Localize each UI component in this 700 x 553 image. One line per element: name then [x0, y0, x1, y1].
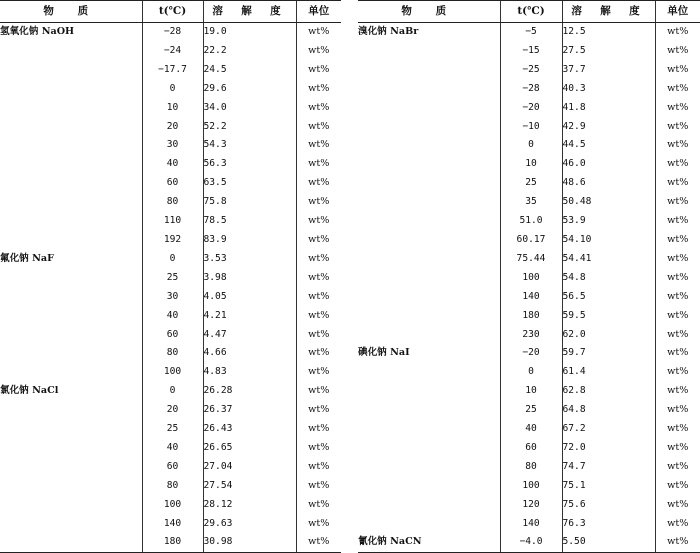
solubility-cell: 54.8 [562, 269, 655, 288]
temperature-cell: 110 [142, 212, 203, 231]
unit-cell: wt% [655, 193, 700, 212]
substance-cell [358, 401, 500, 420]
substance-cell: 氯化钠 NaCl [0, 385, 59, 397]
temperature-cell: 180 [500, 307, 562, 326]
unit-cell: wt% [296, 533, 341, 552]
unit-cell: wt% [655, 136, 700, 155]
temperature-cell: −10 [500, 118, 562, 137]
table-row [0, 344, 341, 363]
substance-cell: 氢氧化钠 NaOH [0, 26, 75, 37]
substance-cell [358, 307, 500, 326]
table-row [0, 515, 341, 534]
unit-cell: wt% [655, 174, 700, 193]
unit-cell: wt% [655, 477, 700, 496]
table-row [358, 42, 700, 61]
temperature-cell: 140 [500, 515, 562, 534]
table-row [0, 155, 341, 174]
unit-cell: wt% [296, 326, 341, 345]
header-substance: 物 质 [0, 1, 142, 23]
temperature-cell: 20 [142, 118, 203, 137]
table-row [0, 42, 341, 61]
substance-cell [0, 439, 142, 458]
solubility-table-left [0, 0, 341, 553]
substance-cell [358, 382, 500, 401]
unit-cell: wt% [655, 515, 700, 534]
unit-cell: wt% [655, 401, 700, 420]
solubility-cell: 34.0 [203, 99, 296, 118]
unit-cell: wt% [655, 61, 700, 80]
temperature-cell: 30 [142, 136, 203, 155]
solubility-cell: 64.8 [562, 401, 655, 420]
temperature-cell: 80 [142, 193, 203, 212]
temperature-cell: 140 [142, 515, 203, 534]
table-row [358, 118, 700, 137]
substance-cell: 溴化钠 NaBr [358, 26, 419, 37]
temperature-cell: 0 [500, 363, 562, 382]
table-row [358, 363, 700, 382]
substance-cell [0, 136, 142, 155]
substance-cell [0, 533, 142, 552]
unit-cell: wt% [296, 61, 341, 80]
substance-cell [0, 326, 142, 345]
temperature-cell: 100 [500, 269, 562, 288]
unit-cell: wt% [655, 231, 700, 250]
substance-cell [358, 326, 500, 345]
solubility-cell: 74.7 [562, 458, 655, 477]
table-row [0, 269, 341, 288]
temperature-cell: 40 [142, 307, 203, 326]
unit-cell: wt% [296, 174, 341, 193]
temperature-cell: 180 [142, 533, 203, 552]
solubility-cell: 27.54 [203, 477, 296, 496]
substance-cell [0, 458, 142, 477]
table-row [0, 496, 341, 515]
unit-cell: wt% [655, 288, 700, 307]
table-row [358, 288, 700, 307]
solubility-cell: 67.2 [562, 420, 655, 439]
unit-cell: wt% [296, 344, 341, 363]
solubility-cell: 4.47 [203, 326, 296, 345]
substance-cell [0, 288, 142, 307]
solubility-cell: 29.6 [203, 80, 296, 99]
solubility-cell: 78.5 [203, 212, 296, 231]
temperature-cell: 25 [142, 420, 203, 439]
substance-cell [0, 212, 142, 231]
substance-cell [0, 401, 142, 420]
temperature-cell: 0 [142, 80, 203, 99]
substance-cell [358, 231, 500, 250]
temperature-cell: −20 [500, 99, 562, 118]
solubility-cell: 12.5 [562, 23, 655, 42]
substance-cell [0, 307, 142, 326]
solubility-table-right [358, 0, 700, 553]
temperature-cell: 0 [142, 250, 203, 269]
solubility-cell: 4.83 [203, 363, 296, 382]
header-unit: 单位 [296, 1, 341, 23]
substance-cell [0, 231, 142, 250]
solubility-cell: 76.3 [562, 515, 655, 534]
substance-cell [358, 136, 500, 155]
table-row [0, 288, 341, 307]
unit-cell: wt% [296, 250, 341, 269]
temperature-cell: 140 [500, 288, 562, 307]
solubility-cell: 3.98 [203, 269, 296, 288]
solubility-cell: 27.04 [203, 458, 296, 477]
temperature-cell: −28 [142, 23, 203, 42]
substance-cell [0, 42, 142, 61]
temperature-cell: 100 [500, 477, 562, 496]
unit-cell: wt% [655, 80, 700, 99]
table-row [0, 23, 341, 42]
table-row [358, 23, 700, 42]
solubility-cell: 53.9 [562, 212, 655, 231]
unit-cell: wt% [655, 23, 700, 42]
table-row [0, 533, 341, 552]
header-row [358, 1, 700, 23]
solubility-cell: 4.21 [203, 307, 296, 326]
table-row [0, 193, 341, 212]
substance-cell [0, 515, 142, 534]
unit-cell: wt% [296, 212, 341, 231]
table-row [358, 401, 700, 420]
table-row [358, 307, 700, 326]
temperature-cell: 0 [142, 382, 203, 401]
substance-cell [0, 61, 142, 80]
temperature-cell: −25 [500, 61, 562, 80]
temperature-cell: 35 [500, 193, 562, 212]
substance-cell [358, 80, 500, 99]
table-row [0, 326, 341, 345]
solubility-cell: 26.28 [203, 382, 296, 401]
temperature-cell: 75.44 [500, 250, 562, 269]
substance-cell [358, 288, 500, 307]
unit-cell: wt% [296, 288, 341, 307]
solubility-cell: 52.2 [203, 118, 296, 137]
solubility-cell: 54.41 [562, 250, 655, 269]
unit-cell: wt% [296, 155, 341, 174]
substance-cell [358, 118, 500, 137]
substance-cell: 氟化钠 NaF [0, 252, 54, 264]
unit-cell: wt% [296, 458, 341, 477]
table-row [358, 99, 700, 118]
temperature-cell: 60 [500, 439, 562, 458]
unit-cell: wt% [296, 99, 341, 118]
solubility-cell: 56.5 [562, 288, 655, 307]
substance-cell [358, 269, 500, 288]
temperature-cell: 120 [500, 496, 562, 515]
table-row [358, 269, 700, 288]
unit-cell: wt% [296, 23, 341, 42]
temperature-cell: −20 [500, 344, 562, 363]
solubility-cell: 46.0 [562, 155, 655, 174]
solubility-cell: 72.0 [562, 439, 655, 458]
table-row [358, 174, 700, 193]
substance-cell [0, 496, 142, 515]
solubility-cell: 59.7 [562, 344, 655, 363]
temperature-cell: 10 [500, 155, 562, 174]
temperature-cell: −15 [500, 42, 562, 61]
unit-cell: wt% [296, 118, 341, 137]
solubility-cell: 27.5 [562, 42, 655, 61]
solubility-cell: 42.9 [562, 118, 655, 137]
substance-cell [358, 420, 500, 439]
header-unit: 单位 [655, 1, 700, 23]
table-row [358, 420, 700, 439]
unit-cell: wt% [655, 212, 700, 231]
solubility-cell: 63.5 [203, 174, 296, 193]
solubility-cell: 19.0 [203, 23, 296, 42]
solubility-cell: 40.3 [562, 80, 655, 99]
temperature-cell: 60.17 [500, 231, 562, 250]
table-row [0, 307, 341, 326]
table-row [0, 61, 341, 80]
solubility-cell: 75.1 [562, 477, 655, 496]
unit-cell: wt% [296, 231, 341, 250]
table-row [0, 80, 341, 99]
temperature-cell: 10 [142, 99, 203, 118]
substance-cell [358, 155, 500, 174]
temperature-cell: 51.0 [500, 212, 562, 231]
temperature-cell: 230 [500, 326, 562, 345]
table-body-left [0, 23, 341, 553]
unit-cell: wt% [296, 80, 341, 99]
solubility-cell: 29.63 [203, 515, 296, 534]
solubility-cell: 4.66 [203, 344, 296, 363]
temperature-cell: 60 [142, 326, 203, 345]
table-row [0, 174, 341, 193]
temperature-cell: 100 [142, 496, 203, 515]
substance-cell [358, 363, 500, 382]
table-row [358, 212, 700, 231]
solubility-cell: 37.7 [562, 61, 655, 80]
substance-cell [0, 99, 142, 118]
temperature-cell: 192 [142, 231, 203, 250]
table-row [358, 458, 700, 477]
solubility-cell: 22.2 [203, 42, 296, 61]
substance-cell [358, 458, 500, 477]
table-row [0, 420, 341, 439]
header-temperature: t(℃) [142, 1, 203, 23]
solubility-cell: 62.0 [562, 326, 655, 345]
substance-cell [358, 174, 500, 193]
column-gutter [341, 0, 358, 480]
solubility-cell: 75.8 [203, 193, 296, 212]
solubility-cell: 75.6 [562, 496, 655, 515]
table-row [358, 382, 700, 401]
substance-cell [358, 496, 500, 515]
temperature-cell: 100 [142, 363, 203, 382]
temperature-cell: 0 [500, 136, 562, 155]
table-row [0, 136, 341, 155]
substance-cell [0, 344, 142, 363]
unit-cell: wt% [296, 420, 341, 439]
table-row [358, 344, 700, 363]
solubility-cell: 26.43 [203, 420, 296, 439]
temperature-cell: 30 [142, 288, 203, 307]
temperature-cell: 80 [142, 477, 203, 496]
unit-cell: wt% [296, 401, 341, 420]
unit-cell: wt% [296, 439, 341, 458]
substance-cell [0, 155, 142, 174]
solubility-cell: 4.05 [203, 288, 296, 307]
temperature-cell: 40 [142, 155, 203, 174]
header-row [0, 1, 341, 23]
table-row [358, 496, 700, 515]
substance-cell [0, 193, 142, 212]
unit-cell: wt% [655, 533, 700, 552]
temperature-cell: −17.7 [142, 61, 203, 80]
unit-cell: wt% [655, 382, 700, 401]
unit-cell: wt% [296, 363, 341, 382]
table-row [358, 439, 700, 458]
substance-cell: 碘化钠 NaI [358, 347, 410, 359]
temperature-cell: −4.0 [500, 533, 562, 552]
solubility-cell: 26.65 [203, 439, 296, 458]
solubility-cell: 44.5 [562, 136, 655, 155]
table-row [0, 212, 341, 231]
table-row [358, 533, 700, 552]
table-row [0, 363, 341, 382]
solubility-cell: 30.98 [203, 533, 296, 552]
header-solubility: 溶 解 度 [203, 1, 296, 23]
solubility-cell: 62.8 [562, 382, 655, 401]
table-row [0, 231, 341, 250]
solubility-cell: 54.3 [203, 136, 296, 155]
unit-cell: wt% [655, 42, 700, 61]
unit-cell: wt% [655, 155, 700, 174]
temperature-cell: 60 [142, 458, 203, 477]
substance-cell [0, 118, 142, 137]
substance-cell [358, 42, 500, 61]
solubility-cell: 3.53 [203, 250, 296, 269]
unit-cell: wt% [655, 363, 700, 382]
unit-cell: wt% [296, 382, 341, 401]
temperature-cell: 10 [500, 382, 562, 401]
header-temperature: t(℃) [500, 1, 562, 23]
substance-cell [358, 515, 500, 534]
solubility-cell: 48.6 [562, 174, 655, 193]
unit-cell: wt% [655, 250, 700, 269]
header-solubility: 溶 解 度 [562, 1, 655, 23]
unit-cell: wt% [655, 307, 700, 326]
solubility-cell: 61.4 [562, 363, 655, 382]
substance-cell [0, 174, 142, 193]
solubility-cell: 28.12 [203, 496, 296, 515]
unit-cell: wt% [655, 439, 700, 458]
unit-cell: wt% [655, 458, 700, 477]
unit-cell: wt% [655, 99, 700, 118]
temperature-cell: 40 [500, 420, 562, 439]
table-row [0, 439, 341, 458]
table-row [0, 458, 341, 477]
table-row [358, 61, 700, 80]
unit-cell: wt% [655, 344, 700, 363]
temperature-cell: −24 [142, 42, 203, 61]
table-row [0, 401, 341, 420]
solubility-cell: 24.5 [203, 61, 296, 80]
substance-cell [0, 420, 142, 439]
substance-cell [358, 212, 500, 231]
table-row [358, 326, 700, 345]
table-row [358, 250, 700, 269]
solubility-cell: 5.50 [562, 533, 655, 552]
table-row [358, 155, 700, 174]
table-row [358, 80, 700, 99]
substance-cell [358, 61, 500, 80]
solubility-cell: 54.10 [562, 231, 655, 250]
substance-cell [0, 363, 142, 382]
table-row [0, 250, 341, 269]
unit-cell: wt% [296, 193, 341, 212]
temperature-cell: 60 [142, 174, 203, 193]
header-substance: 物 质 [358, 1, 500, 23]
unit-cell: wt% [655, 420, 700, 439]
unit-cell: wt% [296, 515, 341, 534]
substance-cell: 氰化钠 NaCN [358, 533, 500, 552]
unit-cell: wt% [296, 496, 341, 515]
table-row [358, 193, 700, 212]
substance-cell [0, 80, 142, 99]
substance-cell [0, 269, 142, 288]
solubility-cell: 56.3 [203, 155, 296, 174]
temperature-cell: −28 [500, 80, 562, 99]
unit-cell: wt% [296, 136, 341, 155]
unit-cell: wt% [296, 269, 341, 288]
temperature-cell: 25 [500, 401, 562, 420]
substance-cell [358, 250, 500, 269]
substance-cell [358, 99, 500, 118]
table-row [358, 515, 700, 534]
table-row [358, 136, 700, 155]
table-row [0, 382, 341, 401]
unit-cell: wt% [655, 496, 700, 515]
table-row [0, 99, 341, 118]
temperature-cell: 20 [142, 401, 203, 420]
unit-cell: wt% [296, 42, 341, 61]
solubility-cell: 50.48 [562, 193, 655, 212]
temperature-cell: 25 [142, 269, 203, 288]
table-row [358, 231, 700, 250]
temperature-cell: 80 [142, 344, 203, 363]
table-row [0, 118, 341, 137]
unit-cell: wt% [296, 477, 341, 496]
unit-cell: wt% [655, 326, 700, 345]
table-body-right [358, 23, 700, 553]
unit-cell: wt% [296, 307, 341, 326]
substance-cell [358, 439, 500, 458]
temperature-cell: 40 [142, 439, 203, 458]
unit-cell: wt% [655, 269, 700, 288]
solubility-cell: 83.9 [203, 231, 296, 250]
temperature-cell: 80 [500, 458, 562, 477]
solubility-cell: 41.8 [562, 99, 655, 118]
unit-cell: wt% [655, 118, 700, 137]
temperature-cell: −5 [500, 23, 562, 42]
solubility-cell: 26.37 [203, 401, 296, 420]
temperature-cell: 25 [500, 174, 562, 193]
solubility-cell: 59.5 [562, 307, 655, 326]
substance-cell [358, 193, 500, 212]
